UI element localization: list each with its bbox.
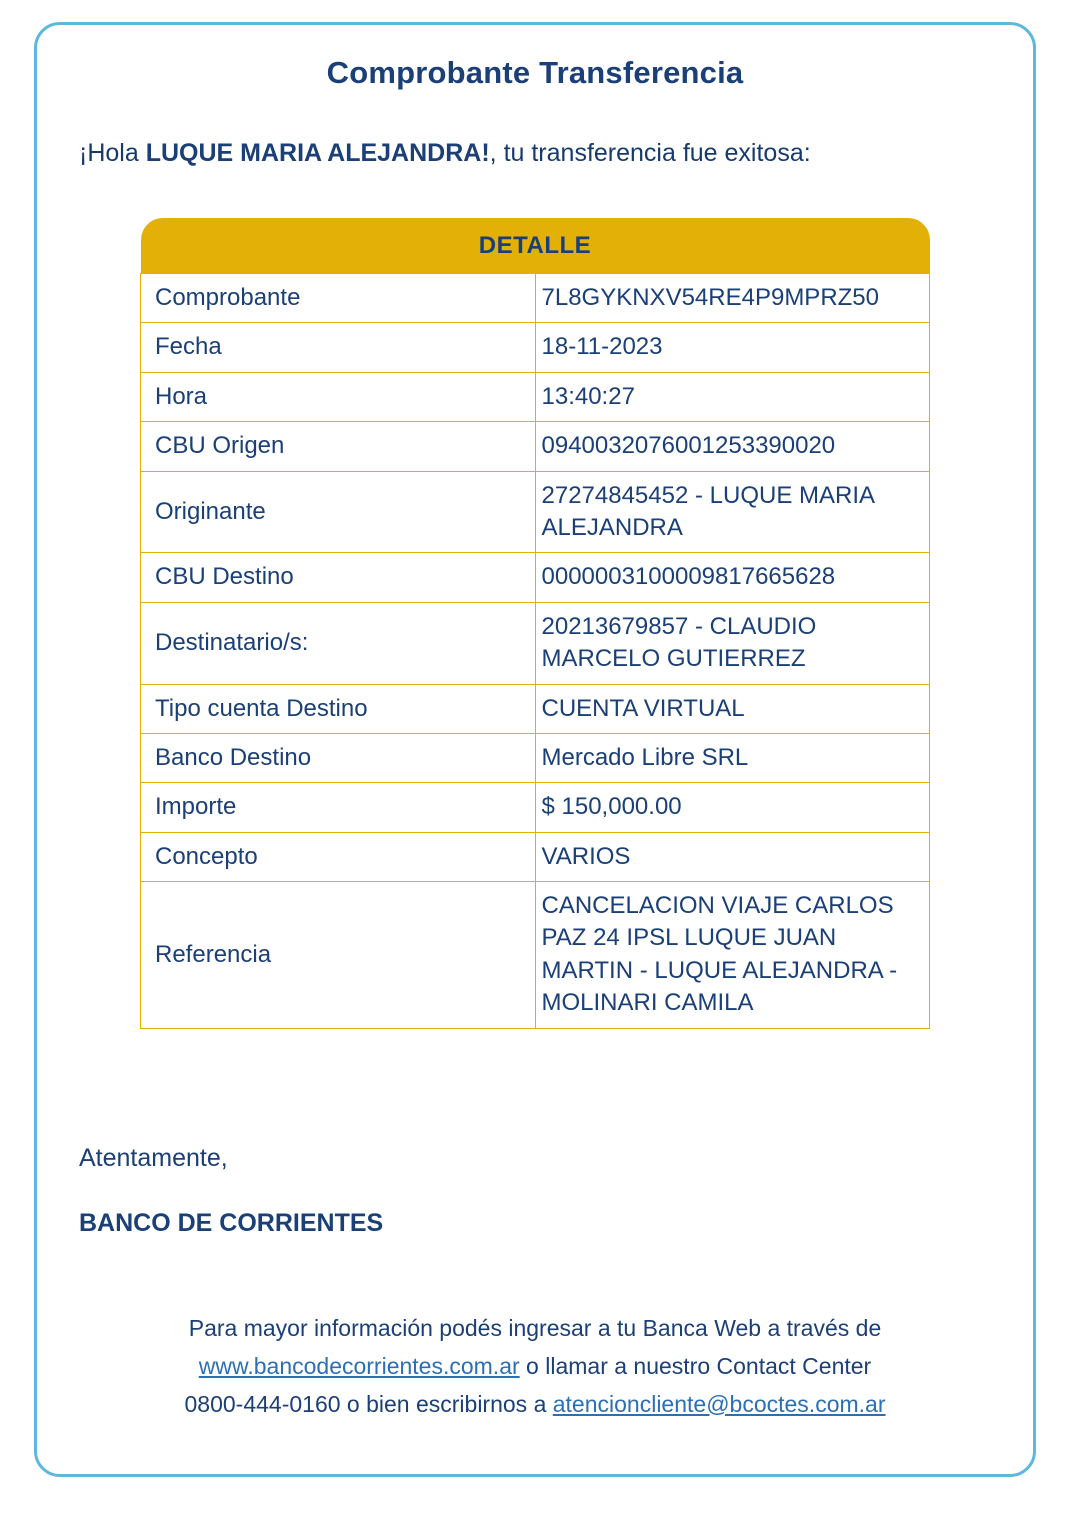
receipt-card <box>34 22 1036 1477</box>
row-label: Fecha <box>141 323 536 372</box>
detail-table-wrapper <box>140 218 930 1029</box>
row-label: Comprobante <box>141 274 536 323</box>
email-link[interactable]: atencioncliente@bcoctes.com.ar <box>552 1390 886 1417</box>
greeting-customer-name: LUQUE MARIA ALEJANDRA! <box>145 139 490 167</box>
row-label: Destinatario/s: <box>141 602 536 684</box>
detail-table-head <box>141 218 930 274</box>
row-value: 0000003100009817665628 <box>535 553 930 602</box>
row-value: 0940032076001253390020 <box>535 422 930 471</box>
page-title: Comprobante Transferencia <box>326 55 744 90</box>
row-label: CBU Origen <box>141 422 536 471</box>
detail-table-title: DETALLE <box>141 218 930 274</box>
row-value: $ 150,000.00 <box>535 783 930 832</box>
row-label: Banco Destino <box>141 733 536 782</box>
bank-name: BANCO DE CORRIENTES <box>79 1208 384 1237</box>
row-label: Referencia <box>141 882 536 1029</box>
detail-table <box>140 218 930 1029</box>
table-row <box>141 783 930 832</box>
table-row <box>141 323 930 372</box>
table-row <box>141 602 930 684</box>
greeting-suffix: , tu transferencia fue exitosa: <box>489 139 811 167</box>
footer <box>37 1310 1033 1424</box>
footer-phone: 0800-444-0160 o bien escribirnos a <box>184 1390 553 1417</box>
closing-text: Atentamente, <box>79 1143 228 1172</box>
row-value: CUENTA VIRTUAL <box>535 684 930 733</box>
row-value: VARIOS <box>535 832 930 881</box>
detail-table-body <box>141 274 930 1029</box>
table-row <box>141 422 930 471</box>
row-value: 27274845452 - LUQUE MARIA ALEJANDRA <box>535 471 930 553</box>
greeting-line <box>79 139 1033 168</box>
table-row <box>141 274 930 323</box>
table-header-row <box>141 218 930 274</box>
table-row <box>141 882 930 1029</box>
row-value: 18-11-2023 <box>535 323 930 372</box>
row-label: Tipo cuenta Destino <box>141 684 536 733</box>
website-link[interactable]: www.bancodecorrientes.com.ar <box>198 1352 520 1379</box>
row-label: Originante <box>141 471 536 553</box>
table-row <box>141 733 930 782</box>
row-value: 7L8GYKNXV54RE4P9MPRZ50 <box>535 274 930 323</box>
row-value: 20213679857 - CLAUDIO MARCELO GUTIERREZ <box>535 602 930 684</box>
table-row <box>141 832 930 881</box>
row-value: CANCELACION VIAJE CARLOS PAZ 24 IPSL LUQUE JUAN MARTIN - LUQUE ALEJANDRA - MOLINARI CAMILA <box>535 882 930 1029</box>
table-row <box>141 684 930 733</box>
footer-line-2: o llamar a nuestro Contact Center <box>519 1352 872 1379</box>
table-row <box>141 553 930 602</box>
footer-line-1: Para mayor información podés ingresar a tu Banca Web a través de <box>188 1314 882 1341</box>
row-value: 13:40:27 <box>535 372 930 421</box>
row-label: Concepto <box>141 832 536 881</box>
table-row <box>141 471 930 553</box>
table-row <box>141 372 930 421</box>
row-value: Mercado Libre SRL <box>535 733 930 782</box>
row-label: CBU Destino <box>141 553 536 602</box>
row-label: Importe <box>141 783 536 832</box>
greeting-prefix: ¡Hola <box>79 139 146 167</box>
row-label: Hora <box>141 372 536 421</box>
